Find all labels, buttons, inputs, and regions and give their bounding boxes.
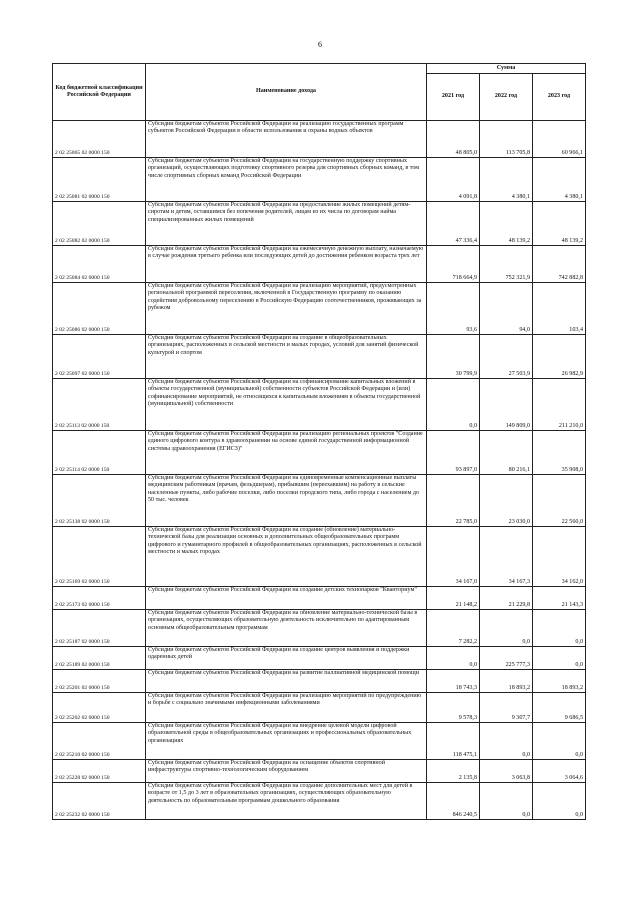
- row-code: 2 02 25169 02 0000 150: [53, 527, 146, 587]
- table-row: [53, 760, 586, 783]
- row-code: 2 02 25189 02 0000 150: [53, 647, 146, 670]
- row-value-2021: 47 336,4: [427, 202, 480, 246]
- row-name: Субсидии бюджетам субъектов Российской Федерации на обновление материально-технической базы в организациях, осуществляющих образовательную деятельность исключительно по адаптированным основным общеобразовательным программам: [146, 610, 427, 647]
- row-code: 2 02 25065 02 0000 150: [53, 121, 146, 158]
- row-value-2022: 0,0: [480, 783, 533, 820]
- header-code: Код бюджетной классификации Российской Федерации: [53, 64, 146, 121]
- row-value-2023: 9 686,5: [533, 693, 586, 723]
- row-value-2023: 0,0: [533, 610, 586, 647]
- row-value-2021: 34 167,0: [427, 527, 480, 587]
- row-code: 2 02 25210 02 0000 150: [53, 723, 146, 760]
- row-value-2021: 21 148,2: [427, 587, 480, 610]
- table-row: [53, 283, 586, 335]
- row-value-2023: 0,0: [533, 647, 586, 670]
- row-code: 2 02 25201 02 0000 150: [53, 670, 146, 693]
- row-value-2023: 21 143,3: [533, 587, 586, 610]
- row-value-2021: 0,0: [427, 647, 480, 670]
- row-name: Субсидии бюджетам субъектов Российской Федерации на ежемесячную денежную выплату, назначаемую в случае рождения третьего ребенка или последующих детей до достижения ребенком возраста трех лет: [146, 246, 427, 283]
- header-year-2022: 2022 год: [480, 74, 533, 121]
- table-row: [53, 121, 586, 158]
- row-name: Субсидии бюджетам субъектов Российской Федерации на внедрение целевой модели цифровой образовательной среды в общеобразовательных организациях и профессиональных образовательных организациях: [146, 723, 427, 760]
- row-value-2023: 103,4: [533, 283, 586, 335]
- row-name: Субсидии бюджетам субъектов Российской Федерации на создание в общеобразовательных организациях, расположенных в сельской местности и малых городах, условий для занятий физической культурой и спортом: [146, 335, 427, 379]
- row-code: 2 02 25114 02 0000 150: [53, 431, 146, 475]
- table-row: [53, 379, 586, 431]
- row-value-2022: 4 380,1: [480, 158, 533, 202]
- row-value-2022: 34 167,3: [480, 527, 533, 587]
- row-name: Субсидии бюджетам субъектов Российской Федерации на создание центров выявления и поддержки одаренных детей: [146, 647, 427, 670]
- table-body: [53, 121, 586, 820]
- row-name: Субсидии бюджетам субъектов Российской Федерации на софинансирование капитальных вложений в объекты государственной (муниципальной) собственности субъектов Российской Федерации и (или) софинансирование мероприятий, не относящихся к капитальным вложениям в объекты государственной (муниципальной) собственности: [146, 379, 427, 431]
- table-row: [53, 335, 586, 379]
- table-row: [53, 475, 586, 527]
- row-value-2023: 4 380,1: [533, 158, 586, 202]
- row-name: Субсидии бюджетам субъектов Российской Федерации на единовременные компенсационные выплаты медицинским работникам (врачам, фельдшерам), прибывшим (переехавшим) на работу в сельские населенные пункты, либо рабочие поселки, либо поселки городского типа, либо города с населением до 50 тыс. человек: [146, 475, 427, 527]
- row-value-2023: 18 893,2: [533, 670, 586, 693]
- table-row: [53, 670, 586, 693]
- row-name: Субсидии бюджетам субъектов Российской Федерации на реализацию государственных программ субъектов Российской Федерации в области использования и охраны водных объектов: [146, 121, 427, 158]
- row-code: 2 02 25082 02 0000 150: [53, 202, 146, 246]
- budget-revenue-table: [52, 63, 586, 820]
- row-name: Субсидии бюджетам субъектов Российской Федерации на государственную поддержку спортивных организаций, осуществляющих подготовку спортивного резерва для спортивных сборных команд, в том числе спортивных сборных команд Российской Федерации: [146, 158, 427, 202]
- row-value-2023: 34 162,0: [533, 527, 586, 587]
- row-value-2021: 2 135,8: [427, 760, 480, 783]
- row-value-2022: 18 893,2: [480, 670, 533, 693]
- row-value-2021: 30 799,9: [427, 335, 480, 379]
- row-value-2021: 9 578,3: [427, 693, 480, 723]
- row-value-2022: 48 139,2: [480, 202, 533, 246]
- row-name: Субсидии бюджетам субъектов Российской Федерации на реализацию региональных проектов "Создание единого цифрового контура в здравоохранении на основе единой государственной информационной системы здравоохранения (ЕГИСЗ)": [146, 431, 427, 475]
- row-value-2023: 0,0: [533, 723, 586, 760]
- row-value-2022: 27 503,9: [480, 335, 533, 379]
- header-name: Наименование дохода: [146, 64, 427, 121]
- row-code: 2 02 25202 02 0000 150: [53, 693, 146, 723]
- row-name: Субсидии бюджетам субъектов Российской Федерации на предоставление жилых помещений детям-сиротам и детям, оставшимся без попечения родителей, лицам из их числа по договорам найма специализированных жилых помещений: [146, 202, 427, 246]
- header-sum: Сумма: [427, 64, 586, 74]
- row-value-2021: 4 091,8: [427, 158, 480, 202]
- table-header: [53, 64, 586, 121]
- table-row: [53, 202, 586, 246]
- table-row: [53, 158, 586, 202]
- header-year-2023: 2023 год: [533, 74, 586, 121]
- row-value-2022: 149 809,0: [480, 379, 533, 431]
- row-value-2023: 26 982,9: [533, 335, 586, 379]
- row-name: Субсидии бюджетам субъектов Российской Федерации на оснащение объектов спортивной инфраструктуры спортивно-технологическим оборудованием: [146, 760, 427, 783]
- row-value-2022: 94,0: [480, 283, 533, 335]
- row-value-2021: 93,6: [427, 283, 480, 335]
- row-value-2021: 118 475,1: [427, 723, 480, 760]
- table-row: [53, 693, 586, 723]
- row-value-2022: 225 777,3: [480, 647, 533, 670]
- row-value-2022: 113 705,8: [480, 121, 533, 158]
- row-value-2021: 7 282,2: [427, 610, 480, 647]
- row-name: Субсидии бюджетам субъектов Российской Федерации на создание дополнительных мест для детей в возрасте от 1,5 до 3 лет в образовательных организациях, осуществляющих образовательную деятельность по образовательным программам дошкольного образования: [146, 783, 427, 820]
- row-value-2023: 0,0: [533, 783, 586, 820]
- row-value-2022: 80 216,1: [480, 431, 533, 475]
- row-code: 2 02 25086 02 0000 150: [53, 283, 146, 335]
- row-name: Субсидии бюджетам субъектов Российской Федерации на реализацию мероприятий по предупреждению и борьбе с социально значимыми инфекционными заболеваниями: [146, 693, 427, 723]
- row-value-2021: 0,0: [427, 379, 480, 431]
- page-number: 6: [318, 40, 322, 49]
- row-code: 2 02 25084 02 0000 150: [53, 246, 146, 283]
- row-code: 2 02 25081 02 0000 150: [53, 158, 146, 202]
- row-value-2023: 22 560,0: [533, 475, 586, 527]
- table-row: [53, 610, 586, 647]
- row-value-2023: 3 064,6: [533, 760, 586, 783]
- row-code: 2 02 25113 02 0000 150: [53, 379, 146, 431]
- row-value-2023: 211 210,0: [533, 379, 586, 431]
- table-row: [53, 783, 586, 820]
- table-row: [53, 647, 586, 670]
- row-name: Субсидии бюджетам субъектов Российской Федерации на создание (обновление) материально-технической базы для реализации основных и дополнительных общеобразовательных программ цифрового и гуманитарного профилей в общеобразовательных организациях, расположенных в сельской местности и малых городах: [146, 527, 427, 587]
- row-code: 2 02 25173 02 0000 150: [53, 587, 146, 610]
- row-value-2022: 21 229,8: [480, 587, 533, 610]
- row-value-2021: 93 897,0: [427, 431, 480, 475]
- row-code: 2 02 25187 02 0000 150: [53, 610, 146, 647]
- row-value-2021: 718 664,9: [427, 246, 480, 283]
- row-value-2022: 23 030,0: [480, 475, 533, 527]
- row-value-2022: 0,0: [480, 723, 533, 760]
- row-value-2022: 0,0: [480, 610, 533, 647]
- row-name: Субсидии бюджетам субъектов Российской Федерации на развитие паллиативной медицинской помощи: [146, 670, 427, 693]
- row-value-2021: 18 743,3: [427, 670, 480, 693]
- row-value-2021: 48 805,0: [427, 121, 480, 158]
- row-value-2023: 60 966,1: [533, 121, 586, 158]
- table-row: [53, 527, 586, 587]
- row-name: Субсидии бюджетам субъектов Российской Федерации на создание детских технопарков "Кванториум": [146, 587, 427, 610]
- table-row: [53, 723, 586, 760]
- row-value-2023: 742 882,8: [533, 246, 586, 283]
- row-code: 2 02 25228 02 0000 150: [53, 760, 146, 783]
- row-value-2022: 3 063,8: [480, 760, 533, 783]
- table-row: [53, 246, 586, 283]
- row-code: 2 02 25138 02 0000 150: [53, 475, 146, 527]
- row-name: Субсидии бюджетам субъектов Российской Федерации на реализацию мероприятий, предусмотренных региональной программой переселения, включенной в Государственную программу по оказанию содействия добровольному переселению в Российскую Федерацию соотечественников, проживающих за рубежом: [146, 283, 427, 335]
- row-value-2021: 846 240,5: [427, 783, 480, 820]
- row-code: 2 02 25097 02 0000 150: [53, 335, 146, 379]
- header-year-2021: 2021 год: [427, 74, 480, 121]
- row-value-2022: 752 321,9: [480, 246, 533, 283]
- row-value-2023: 35 908,0: [533, 431, 586, 475]
- table-row: [53, 587, 586, 610]
- row-value-2021: 22 785,0: [427, 475, 480, 527]
- row-value-2023: 48 139,2: [533, 202, 586, 246]
- table-row: [53, 431, 586, 475]
- row-code: 2 02 25232 02 0000 150: [53, 783, 146, 820]
- row-value-2022: 9 307,7: [480, 693, 533, 723]
